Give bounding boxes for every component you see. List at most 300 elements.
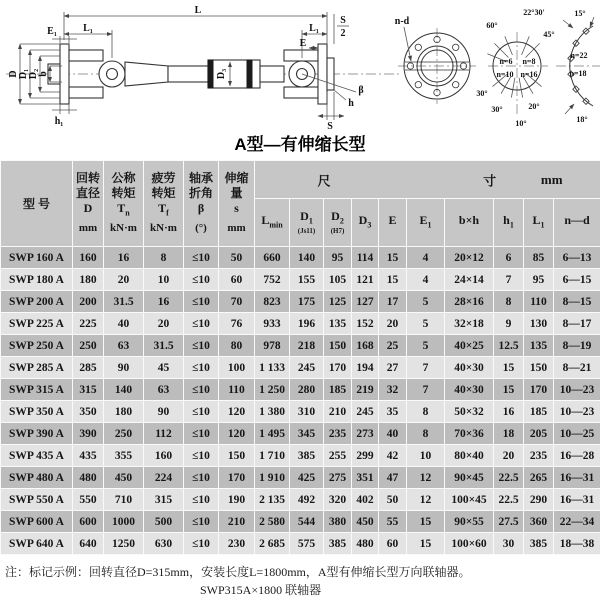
value-cell: 190 xyxy=(219,489,255,511)
value-cell: 16—31 xyxy=(554,489,600,511)
value-cell: 17 xyxy=(379,291,407,313)
value-cell: 7 xyxy=(494,269,524,291)
value-cell: 402 xyxy=(352,489,379,511)
value-cell: 194 xyxy=(352,357,379,379)
col-header-nd: n—d xyxy=(554,199,600,247)
angle-label-15: 15° xyxy=(574,9,586,18)
dim-label-h: h xyxy=(348,98,354,109)
dim-label-S-half-den: 2 xyxy=(340,28,346,39)
value-cell: 320 xyxy=(324,489,352,511)
col-header-h1: $h_1$ xyxy=(494,199,524,247)
value-cell: 390 xyxy=(73,423,104,445)
angle-label-30-a: 30° xyxy=(476,89,488,98)
value-cell: 15 xyxy=(494,379,524,401)
value-cell: 80×40 xyxy=(445,445,494,467)
value-cell: 8 xyxy=(144,247,184,269)
value-cell: 265 xyxy=(524,467,554,489)
model-cell: SWP 250 A xyxy=(1,335,73,357)
flange-front-view xyxy=(395,16,476,104)
value-cell: 600 xyxy=(73,511,104,533)
value-cell: 105 xyxy=(324,269,352,291)
value-cell: 630 xyxy=(144,533,184,555)
value-cell: ≤10 xyxy=(184,511,219,533)
dim-label-beta: β xyxy=(358,85,364,96)
value-cell: 85 xyxy=(524,247,554,269)
value-cell: 20×12 xyxy=(445,247,494,269)
value-cell: 170 xyxy=(324,357,352,379)
value-cell: 100 xyxy=(219,357,255,379)
value-cell: 10—23 xyxy=(554,379,600,401)
col-header-bxh: b×h xyxy=(445,199,494,247)
value-cell: 140 xyxy=(290,247,324,269)
value-cell: 100×45 xyxy=(445,489,494,511)
value-cell: 42 xyxy=(379,445,407,467)
value-cell: 1250 xyxy=(104,533,144,555)
value-cell: 12.5 xyxy=(494,335,524,357)
value-cell: 114 xyxy=(352,247,379,269)
technical-drawing xyxy=(0,0,600,132)
value-cell: 90×45 xyxy=(445,467,494,489)
value-cell: 76 xyxy=(219,313,255,335)
value-cell: 4 xyxy=(407,269,445,291)
value-cell: 90 xyxy=(104,357,144,379)
value-cell: ≤10 xyxy=(184,489,219,511)
value-cell: 95 xyxy=(524,269,554,291)
table-row xyxy=(1,467,600,489)
value-cell: 95 xyxy=(324,247,352,269)
value-cell: 350 xyxy=(73,401,104,423)
value-cell: 200 xyxy=(73,291,104,313)
bolt-angle-diagram xyxy=(476,8,554,128)
dim-label-h1: h₁ xyxy=(54,116,64,127)
value-cell: 130 xyxy=(524,313,554,335)
value-cell: 933 xyxy=(255,313,290,335)
value-cell: 32×18 xyxy=(445,313,494,335)
value-cell: 28×16 xyxy=(445,291,494,313)
value-cell: 8—15 xyxy=(554,291,600,313)
value-cell: 5 xyxy=(407,291,445,313)
value-cell: 170 xyxy=(219,467,255,489)
value-cell: 20 xyxy=(494,445,524,467)
value-cell: 224 xyxy=(144,467,184,489)
dim-label-D1: D₁ xyxy=(18,68,29,80)
value-cell: 22.5 xyxy=(494,467,524,489)
value-cell: 168 xyxy=(352,335,379,357)
dim-label-S: S xyxy=(327,121,333,132)
value-cell: 273 xyxy=(352,423,379,445)
value-cell: ≤10 xyxy=(184,269,219,291)
value-cell: 135 xyxy=(524,335,554,357)
value-cell: 31.5 xyxy=(144,335,184,357)
value-cell: 10—23 xyxy=(554,401,600,423)
value-cell: 6 xyxy=(494,247,524,269)
value-cell: ≤10 xyxy=(184,335,219,357)
model-cell: SWP 640 A xyxy=(1,533,73,555)
header-row-top xyxy=(1,161,600,199)
value-cell: 8—19 xyxy=(554,335,600,357)
col-header-model: 型 号 xyxy=(1,161,73,247)
value-cell: 225 xyxy=(73,313,104,335)
value-cell: 18—38 xyxy=(554,533,600,555)
value-cell: 16 xyxy=(144,291,184,313)
value-cell: 210 xyxy=(219,511,255,533)
value-cell: ≤10 xyxy=(184,247,219,269)
value-cell: ≤10 xyxy=(184,401,219,423)
value-cell: 15 xyxy=(379,269,407,291)
value-cell: 1000 xyxy=(104,511,144,533)
value-cell: 425 xyxy=(290,467,324,489)
angle-label-20: 20° xyxy=(528,102,540,111)
value-cell: 31.5 xyxy=(104,291,144,313)
count-label-n18: n=18 xyxy=(569,69,587,78)
value-cell: 15 xyxy=(379,247,407,269)
col-header-d3: $D_3$ xyxy=(352,199,379,247)
model-cell: SWP 225 A xyxy=(1,313,73,335)
dim-label-D: D xyxy=(8,70,19,78)
dim-label-L1-right: L₁ xyxy=(309,23,319,34)
value-cell: 351 xyxy=(352,467,379,489)
table-row xyxy=(1,489,600,511)
value-cell: 20 xyxy=(379,313,407,335)
value-cell: 140 xyxy=(104,379,144,401)
table-body xyxy=(1,247,600,555)
col-header-d2: $D_2$ (H7) xyxy=(324,199,352,247)
value-cell: 185 xyxy=(524,401,554,423)
value-cell: 160 xyxy=(73,247,104,269)
value-cell: 450 xyxy=(352,511,379,533)
footnote-line1: 注：标记示例：回转直径D=315mm，安装长度L=1800mm，A型有伸缩长型万向联轴器。 xyxy=(5,565,471,579)
value-cell: 22.5 xyxy=(494,489,524,511)
bolt-holes-label: n-d xyxy=(394,16,410,27)
value-cell: 16 xyxy=(494,401,524,423)
value-cell: 210 xyxy=(324,401,352,423)
dim-label-L: L xyxy=(194,5,202,16)
value-cell: 35 xyxy=(379,401,407,423)
table-row xyxy=(1,269,600,291)
angle-label-18: 18° xyxy=(576,115,588,124)
value-cell: 385 xyxy=(290,445,324,467)
value-cell: 8 xyxy=(407,401,445,423)
spec-table xyxy=(0,160,600,555)
model-cell: SWP 180 A xyxy=(1,269,73,291)
value-cell: 385 xyxy=(324,533,352,555)
model-cell: SWP 480 A xyxy=(1,467,73,489)
table-row xyxy=(1,423,600,445)
value-cell: 15 xyxy=(407,511,445,533)
value-cell: 50×32 xyxy=(445,401,494,423)
value-cell: 110 xyxy=(524,291,554,313)
value-cell: 180 xyxy=(104,401,144,423)
value-cell: 1 910 xyxy=(255,467,290,489)
value-cell: 40×25 xyxy=(445,335,494,357)
value-cell: 640 xyxy=(73,533,104,555)
value-cell: 5 xyxy=(407,313,445,335)
value-cell: 24×14 xyxy=(445,269,494,291)
value-cell: 16—31 xyxy=(554,467,600,489)
drawing-area xyxy=(0,0,600,132)
value-cell: 135 xyxy=(324,313,352,335)
count-label-n22: n=22 xyxy=(570,51,588,60)
value-cell: 32 xyxy=(379,379,407,401)
col-header-lmin: $L_{min}$ xyxy=(255,199,290,247)
value-cell: 5 xyxy=(407,335,445,357)
value-cell: ≤10 xyxy=(184,379,219,401)
value-cell: 355 xyxy=(104,445,144,467)
table-row xyxy=(1,379,600,401)
value-cell: 575 xyxy=(290,533,324,555)
value-cell: 2 580 xyxy=(255,511,290,533)
value-cell: 121 xyxy=(352,269,379,291)
model-cell: SWP 160 A xyxy=(1,247,73,269)
value-cell: 380 xyxy=(324,511,352,533)
value-cell: 20 xyxy=(144,313,184,335)
value-cell: 10 xyxy=(144,269,184,291)
value-cell: 219 xyxy=(352,379,379,401)
value-cell: 1 380 xyxy=(255,401,290,423)
table-row xyxy=(1,291,600,313)
angle-label-60: 60° xyxy=(486,21,498,30)
value-cell: 275 xyxy=(324,467,352,489)
value-cell: 7 xyxy=(407,379,445,401)
value-cell: 823 xyxy=(255,291,290,313)
value-cell: 8—21 xyxy=(554,357,600,379)
value-cell: 30 xyxy=(494,533,524,555)
value-cell: ≤10 xyxy=(184,291,219,313)
dim-label-L1-left: L₁ xyxy=(83,23,93,34)
dim-label-D3: D₃ xyxy=(216,68,227,80)
value-cell: 90 xyxy=(144,401,184,423)
value-cell: 978 xyxy=(255,335,290,357)
value-cell: 1 495 xyxy=(255,423,290,445)
value-cell: 125 xyxy=(324,291,352,313)
value-cell: 60 xyxy=(379,533,407,555)
value-cell: 310 xyxy=(290,401,324,423)
value-cell: 710 xyxy=(104,489,144,511)
col-header-rotation-diameter: 回转 直径 D mm xyxy=(73,161,104,247)
value-cell: 235 xyxy=(524,445,554,467)
value-cell: 10—25 xyxy=(554,423,600,445)
value-cell: 10 xyxy=(407,445,445,467)
col-header-nominal-torque: 公称 转矩 $T_n$ kN·m xyxy=(104,161,144,247)
value-cell: 90×55 xyxy=(445,511,494,533)
value-cell: 345 xyxy=(290,423,324,445)
model-cell: SWP 435 A xyxy=(1,445,73,467)
model-cell: SWP 285 A xyxy=(1,357,73,379)
value-cell: 45 xyxy=(144,357,184,379)
value-cell: 280 xyxy=(290,379,324,401)
footnote-line2: SWP315A×1800 联轴器 xyxy=(200,583,322,597)
value-cell: 8 xyxy=(494,291,524,313)
value-cell: 152 xyxy=(352,313,379,335)
value-cell: 8—17 xyxy=(554,313,600,335)
col-header-e1: $E_1$ xyxy=(407,199,445,247)
table-row xyxy=(1,247,600,269)
model-cell: SWP 390 A xyxy=(1,423,73,445)
value-cell: 299 xyxy=(352,445,379,467)
value-cell: 120 xyxy=(219,423,255,445)
value-cell: 550 xyxy=(73,489,104,511)
value-cell: 16—28 xyxy=(554,445,600,467)
table-row xyxy=(1,357,600,379)
angle-label-45: 45° xyxy=(543,30,555,39)
count-label-n10: n=10 xyxy=(496,70,514,79)
model-cell: SWP 600 A xyxy=(1,511,73,533)
value-cell: 22—34 xyxy=(554,511,600,533)
footnote xyxy=(0,555,600,599)
value-cell: ≤10 xyxy=(184,533,219,555)
angle-label-10: 10° xyxy=(515,119,527,128)
col-header-bearing-angle: 轴承 折角 β (°) xyxy=(184,161,219,247)
value-cell: 245 xyxy=(352,401,379,423)
value-cell: 385 xyxy=(524,533,554,555)
value-cell: 160 xyxy=(144,445,184,467)
value-cell: 2 135 xyxy=(255,489,290,511)
value-cell: 435 xyxy=(73,445,104,467)
model-cell: SWP 550 A xyxy=(1,489,73,511)
value-cell: 40×30 xyxy=(445,357,494,379)
col-header-e: E xyxy=(379,199,407,247)
value-cell: 6—13 xyxy=(554,247,600,269)
col-header-telescopic-amount: 伸缩量 s mm xyxy=(219,161,255,247)
value-cell: 2 685 xyxy=(255,533,290,555)
value-cell: 500 xyxy=(144,511,184,533)
table-row xyxy=(1,401,600,423)
value-cell: 150 xyxy=(219,445,255,467)
value-cell: 450 xyxy=(104,467,144,489)
partial-hole-pattern xyxy=(556,9,600,124)
angle-label-22-30: 22°30′ xyxy=(523,8,545,17)
value-cell: 1 710 xyxy=(255,445,290,467)
value-cell: 60 xyxy=(219,269,255,291)
dim-label-D2: D₂ xyxy=(28,68,39,80)
count-label-n16: n=16 xyxy=(520,70,538,79)
value-cell: 245 xyxy=(290,357,324,379)
dim-label-S-half-num: S xyxy=(340,15,346,26)
angle-label-30-b: 30° xyxy=(491,105,503,114)
value-cell: ≤10 xyxy=(184,423,219,445)
shaft-assembly xyxy=(48,44,334,104)
value-cell: 110 xyxy=(219,379,255,401)
value-cell: 25 xyxy=(379,335,407,357)
value-cell: ≤10 xyxy=(184,445,219,467)
value-cell: 360 xyxy=(524,511,554,533)
value-cell: 8 xyxy=(407,423,445,445)
figure-title: A型—有伸缩长型 xyxy=(234,135,366,154)
value-cell: 175 xyxy=(290,291,324,313)
table-row xyxy=(1,313,600,335)
value-cell: 70 xyxy=(219,291,255,313)
value-cell: 16 xyxy=(104,247,144,269)
value-cell: 1 133 xyxy=(255,357,290,379)
value-cell: 205 xyxy=(524,423,554,445)
dim-label-E1: E₁ xyxy=(47,26,57,37)
dim-label-b: b xyxy=(38,71,49,77)
value-cell: 4 xyxy=(407,247,445,269)
value-cell: 70×36 xyxy=(445,423,494,445)
value-cell: 40 xyxy=(379,423,407,445)
value-cell: 6—15 xyxy=(554,269,600,291)
model-cell: SWP 350 A xyxy=(1,401,73,423)
value-cell: 50 xyxy=(379,489,407,511)
value-cell: 250 xyxy=(104,423,144,445)
value-cell: 15 xyxy=(494,357,524,379)
value-cell: 9 xyxy=(494,313,524,335)
dim-label-E: E xyxy=(299,38,307,49)
value-cell: 40 xyxy=(104,313,144,335)
col-header-l1: $L_1$ xyxy=(524,199,554,247)
value-cell: 150 xyxy=(324,335,352,357)
value-cell: 315 xyxy=(73,379,104,401)
value-cell: 480 xyxy=(352,533,379,555)
value-cell: 27 xyxy=(379,357,407,379)
table-row xyxy=(1,335,600,357)
model-cell: SWP 200 A xyxy=(1,291,73,313)
value-cell: 155 xyxy=(290,269,324,291)
value-cell: 290 xyxy=(524,489,554,511)
value-cell: 235 xyxy=(324,423,352,445)
value-cell: 50 xyxy=(219,247,255,269)
value-cell: 218 xyxy=(290,335,324,357)
value-cell: 180 xyxy=(73,269,104,291)
value-cell: 15 xyxy=(407,533,445,555)
count-label-n6: n=6 xyxy=(499,57,513,66)
value-cell: 1 250 xyxy=(255,379,290,401)
value-cell: 250 xyxy=(73,335,104,357)
value-cell: 18 xyxy=(494,423,524,445)
value-cell: 185 xyxy=(324,379,352,401)
value-cell: 7 xyxy=(407,357,445,379)
value-cell: 100×60 xyxy=(445,533,494,555)
value-cell: 55 xyxy=(379,511,407,533)
value-cell: 544 xyxy=(290,511,324,533)
value-cell: 492 xyxy=(290,489,324,511)
value-cell: 127 xyxy=(352,291,379,313)
value-cell: 660 xyxy=(255,247,290,269)
value-cell: 47 xyxy=(379,467,407,489)
value-cell: 63 xyxy=(144,379,184,401)
col-header-fatigue-torque: 疲劳 转矩 $T_f$ kN·m xyxy=(144,161,184,247)
value-cell: ≤10 xyxy=(184,467,219,489)
value-cell: 80 xyxy=(219,335,255,357)
value-cell: 196 xyxy=(290,313,324,335)
value-cell: ≤10 xyxy=(184,313,219,335)
col-header-d1: $D_1$ (Js11) xyxy=(290,199,324,247)
value-cell: 12 xyxy=(407,467,445,489)
value-cell: 255 xyxy=(324,445,352,467)
count-label-n8: n=8 xyxy=(522,57,536,66)
value-cell: 285 xyxy=(73,357,104,379)
table-row xyxy=(1,511,600,533)
value-cell: 120 xyxy=(219,401,255,423)
value-cell: 12 xyxy=(407,489,445,511)
value-cell: 20 xyxy=(104,269,144,291)
value-cell: 150 xyxy=(524,357,554,379)
value-cell: 170 xyxy=(524,379,554,401)
table-row xyxy=(1,445,600,467)
model-cell: SWP 315 A xyxy=(1,379,73,401)
table-row xyxy=(1,533,600,555)
value-cell: 480 xyxy=(73,467,104,489)
value-cell: 315 xyxy=(144,489,184,511)
value-cell: 752 xyxy=(255,269,290,291)
value-cell: ≤10 xyxy=(184,357,219,379)
value-cell: 112 xyxy=(144,423,184,445)
value-cell: 230 xyxy=(219,533,255,555)
value-cell: 63 xyxy=(104,335,144,357)
col-header-dimensions-group: 尺 寸 mm xyxy=(255,161,600,199)
value-cell: 27.5 xyxy=(494,511,524,533)
value-cell: 40×30 xyxy=(445,379,494,401)
